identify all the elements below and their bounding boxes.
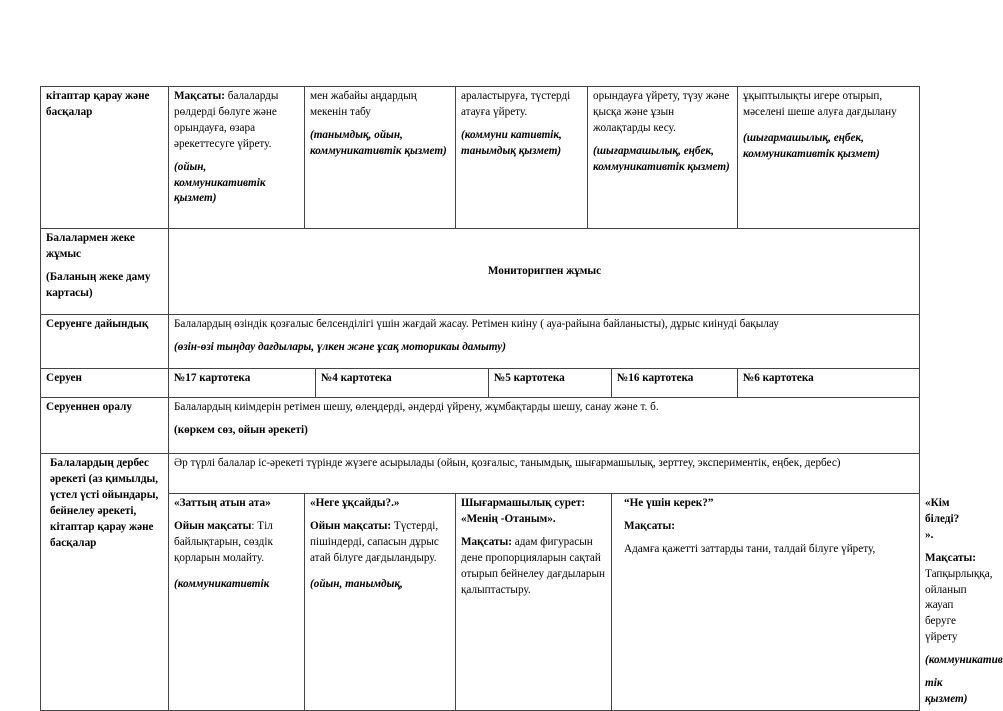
table-row (41, 398, 920, 454)
table-cell: «Неге ұқсайды?.» Ойын мақсаты: Түстерді, пішіндерді, сапасын дұрыс атай білуге дағдыландыру. (ойын, танымдық, (305, 494, 456, 711)
row-label: Серуен (41, 369, 169, 398)
table-cell: Мақсаты: балаларды рөлдерді бөлуге және орындауға, өзара әрекеттесуге үйрету. (ойын, коммуникативтік қызмет) (169, 87, 305, 229)
row-label: Балалармен жеке жұмыс (Баланың жеке даму картасы) (41, 229, 169, 315)
row-label: кітаптар қарау және басқалар (41, 87, 169, 229)
monitoring-cell: Мониторигпен жұмыс (169, 229, 920, 315)
table-cell: орындауға үйрету, түзу және қысқа және ұзын жолақтарды кесу. (шығармашылық, еңбек, коммуникативтік қызмет) (588, 87, 738, 229)
walk-card: №17 картотека (169, 369, 316, 398)
walk-card: №4 картотека (316, 369, 489, 398)
table-row (41, 229, 920, 315)
table-cell: Балалардың өзіндік қозғалыс белсенділігі үшін жағдай жасау. Ретімен киіну ( ауа-райына байланысты), дұрыс киінуді бақылау (өзін-өзі тыңдау дағдылары, үлкен және ұсақ моторикаы дамыту) (169, 315, 920, 369)
table-cell: «Заттың атын ата» Ойын мақсаты: Тіл байлықтарын, сөздік қорларын молайту. (коммуникативтік (169, 494, 305, 711)
table-cell: Шығармашылық сурет: «Менің -Отаным». Мақсаты: адам фигурасын дене пропорцияларын сақтай отырып бейнелеу дағдыларын қалыптастыру. (456, 494, 612, 711)
table-row (41, 369, 920, 398)
table-row (41, 87, 920, 229)
row-label: Серуенге дайындық (41, 315, 169, 369)
walk-card: №16 картотека (612, 369, 738, 398)
table-row (41, 315, 920, 369)
table-cell: мен жабайы аңдардың мекенін табу (танымдық, ойын, коммуникативтік қызмет) (305, 87, 456, 229)
table-cell: Балалардың киімдерін ретімен шешу, өлеңдерді, әндерді үйрену, жұмбақтарды шешу, санау және т. б. (көркем сөз, ойын әрекеті) (169, 398, 920, 454)
table-cell: ұқыптылықты игере отырып, мәселені шеше алуға дағдылану (шығармашылық, еңбек, коммуникативтік қызмет) (738, 87, 920, 229)
table-cell: араластыруға, түстерді атауға үйрету. (коммуни кативтік, танымдық қызмет) (456, 87, 588, 229)
row-label: Балалардың дербес әрекеті (аз қимылды, үстел үсті ойындары, бейнелеу әрекеті, кітаптар қарау және басқалар (41, 454, 169, 711)
table-row: «Заттың атын ата» Ойын мақсаты: Тіл байлықтарын, сөздік қорларын молайту. (коммуникативтік «Неге ұқсайды?.» Ойын мақсаты: Түстерді, пішіндерді, сапасын дұрыс атай білуге дағдыландыру. (ойын, танымдық, Шығармашылық сурет: «Менің -Отаным». Мақсаты: адам фигурасын дене пропорцияларын сақтай отырып бейнелеу дағдыларын қалыптастыру. “Не үшін керек?” Мақсаты: Адамға қажетті заттарды тани, талдай білуге үйрету, «Кім біледі? ». Мақсаты: Тапқырлыққа, ойланып жауап беруге үйрету (коммуникатив тік қызмет) (41, 494, 920, 711)
schedule-table (40, 86, 1003, 711)
row-label: Серуеннен оралу (41, 398, 169, 454)
table-cell: Әр түрлі балалар іс-әрекеті түрінде жүзеге асырылады (ойын, қозғалыс, танымдық, шығармашылық, зерттеу, экспериментік, еңбек, дербес) (169, 454, 920, 494)
walk-card: №6 картотека (738, 369, 920, 398)
table-row (41, 454, 920, 494)
table-cell: “Не үшін керек?” Мақсаты: Адамға қажетті заттарды тани, талдай білуге үйрету, (612, 494, 920, 711)
walk-card: №5 картотека (489, 369, 612, 398)
